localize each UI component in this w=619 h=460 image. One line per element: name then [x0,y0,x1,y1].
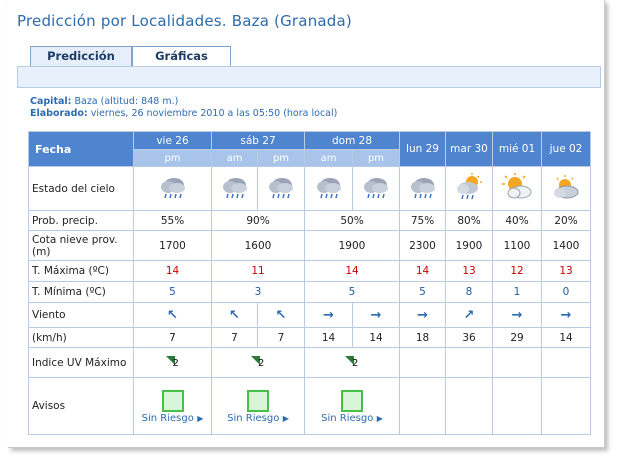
row-label: T. Máxima (ºC) [29,261,133,281]
risk-green-icon [162,390,184,412]
tmin-value: 3 [212,282,304,302]
uv-flag-icon [166,356,180,367]
prob-value: 90% [212,211,304,230]
table-row [29,211,590,230]
row-label: Cota nieve prov.(m) [29,231,133,260]
sun-cloud-icon [542,167,590,210]
empty-cell [446,378,492,434]
arrow-e-icon: → [305,303,352,327]
uv-value: 2 [172,357,179,369]
cloud-rain-icon [212,167,257,210]
period-header: pm [258,150,304,166]
row-label: Estado del cielo [29,167,133,210]
row-label: (km/h) [29,328,133,347]
day-header: lun 29 [400,132,445,166]
page-title: Predicción por Localidades. Baza (Granada) [17,12,352,30]
cota-value: 1900 [305,231,399,260]
tmax-value: 14 [305,261,399,281]
capital-label: Capital: [30,96,72,107]
aviso-text[interactable]: Sin Riesgo [227,413,280,424]
row-label: Avisos [29,378,133,434]
elaborado-value: viernes, 26 noviembre 2010 a las 05:50 (hora local) [90,108,338,119]
prob-value: 20% [542,211,590,230]
table-row [29,303,590,327]
tab-content-bar [17,66,601,88]
wind-speed: 18 [400,328,445,347]
empty-cell [493,378,541,434]
prob-value: 75% [400,211,445,230]
row-label: Prob. precip. [29,211,133,230]
triangle-right-icon: ▶ [197,414,204,423]
triangle-right-icon: ▶ [282,414,289,423]
empty-cell [542,348,590,377]
aviso-text[interactable]: Sin Riesgo [321,413,374,424]
wind-speed: 7 [134,328,211,347]
empty-cell [493,348,541,377]
aviso-cell[interactable] [134,378,211,434]
aviso-cell[interactable] [305,378,399,434]
prob-value: 50% [305,211,399,230]
tmin-value: 5 [134,282,211,302]
uv-value: 2 [258,357,265,369]
day-header: sáb 27 [212,132,304,149]
wind-speed: 29 [493,328,541,347]
day-header: mié 01 [493,132,541,166]
day-header: mar 30 [446,132,492,166]
tmin-value: 0 [542,282,590,302]
cloud-rain-icon [353,167,399,210]
aviso-cell[interactable] [212,378,304,434]
tmax-value: 13 [542,261,590,281]
tmax-value: 13 [446,261,492,281]
cloud-rain-icon [134,167,211,210]
period-header: pm [353,150,399,166]
tab-prediccion[interactable]: Predicción [30,46,132,68]
uv-cell [305,348,399,377]
triangle-right-icon: ▶ [376,414,383,423]
cloud-sun-rain-icon [446,167,492,210]
cloud-rain-icon [400,167,445,210]
uv-cell [134,348,211,377]
elaborado-info [30,108,337,119]
table-row [29,348,590,377]
wind-speed: 7 [258,328,304,347]
wind-speed: 36 [446,328,492,347]
uv-cell [212,348,304,377]
capital-info [30,96,178,107]
wind-speed: 7 [212,328,257,347]
cota-value: 1700 [134,231,211,260]
tmax-value: 14 [134,261,211,281]
table-row [29,231,590,260]
empty-cell [400,348,445,377]
wind-speed: 14 [542,328,590,347]
tmin-value: 5 [400,282,445,302]
empty-cell [542,378,590,434]
cloud-rain-icon [258,167,304,210]
arrow-nw-icon: ↖ [212,303,257,327]
arrow-nw-icon: ↖ [134,303,211,327]
tmax-value: 14 [400,261,445,281]
arrow-e-icon: → [400,303,445,327]
uv-value: 2 [352,357,359,369]
uv-flag-icon [251,356,265,367]
aviso-text[interactable]: Sin Riesgo [141,413,194,424]
row-label: Viento [29,303,133,327]
capital-value: Baza (altitud: 848 m.) [74,96,179,107]
prob-value: 40% [493,211,541,230]
empty-cell [400,378,445,434]
arrow-nw-icon: ↖ [258,303,304,327]
cota-value: 1100 [493,231,541,260]
period-header: am [305,150,352,166]
arrow-e-icon: → [353,303,399,327]
tmin-value: 8 [446,282,492,302]
table-row [29,328,590,347]
cloud-rain-icon [305,167,352,210]
cota-value: 1400 [542,231,590,260]
row-label: T. Mínima (ºC) [29,282,133,302]
table-row [29,261,590,281]
tmin-value: 5 [305,282,399,302]
elaborado-label: Elaborado: [30,108,88,119]
table-row [29,282,590,302]
uv-flag-icon [345,356,359,367]
prob-value: 80% [446,211,492,230]
cota-value: 2300 [400,231,445,260]
cota-value: 1600 [212,231,304,260]
cota-value: 1900 [446,231,492,260]
tab-graficas[interactable]: Gráficas [132,46,231,66]
arrow-e-icon: → [493,303,541,327]
period-header: am [212,150,257,166]
wind-speed: 14 [353,328,399,347]
sun-cloud-icon [493,167,541,210]
tmin-value: 1 [493,282,541,302]
day-header: dom 28 [305,132,399,149]
table-row [29,167,590,210]
fecha-header: Fecha [29,132,133,166]
tmax-value: 12 [493,261,541,281]
forecast-table [28,131,591,435]
table-row [29,378,590,434]
risk-green-icon [341,390,363,412]
day-header: vie 26 [134,132,211,149]
day-header: jue 02 [542,132,590,166]
period-header: pm [134,150,211,166]
arrow-ne-icon: ↗ [446,303,492,327]
prob-value: 55% [134,211,211,230]
arrow-e-icon: → [542,303,590,327]
wind-speed: 14 [305,328,352,347]
tmax-value: 11 [212,261,304,281]
row-label: Indice UV Máximo [29,348,133,377]
risk-green-icon [247,390,269,412]
empty-cell [446,348,492,377]
